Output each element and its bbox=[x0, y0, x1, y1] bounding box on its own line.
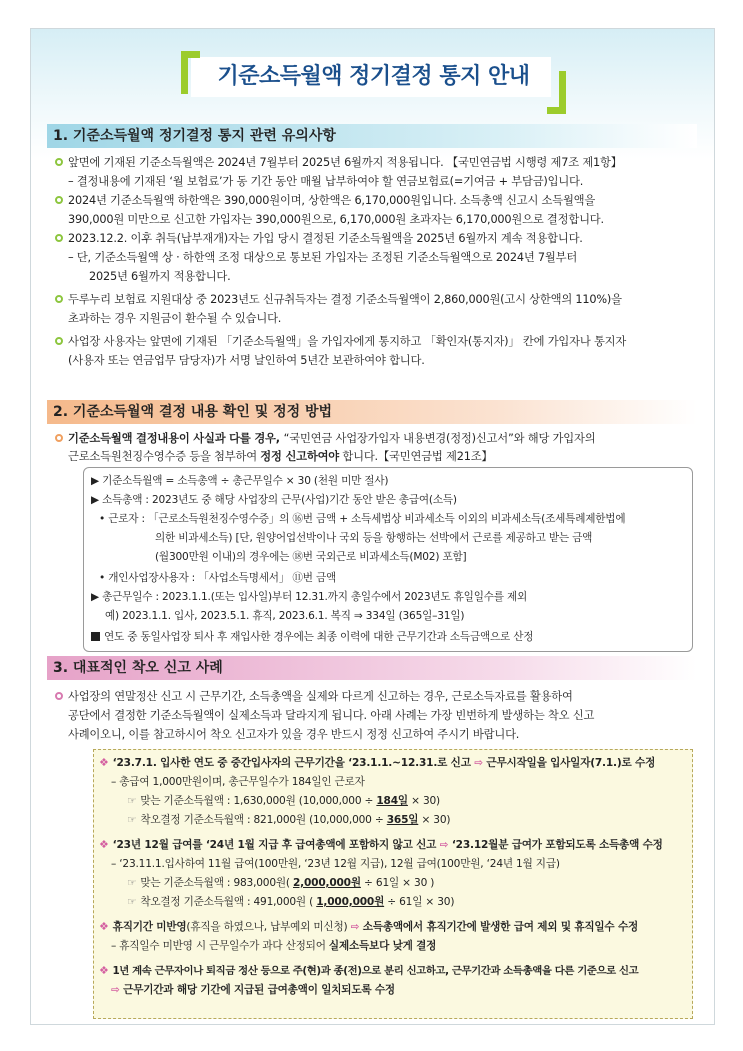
document-page bbox=[30, 28, 715, 1025]
box-line-2: ▶ 소득총액 : 2023년도 중 해당 사업장의 근무(사업)기간 동안 받은 총급여(소득) bbox=[91, 494, 457, 506]
diamond-icon: ❖ bbox=[99, 920, 109, 933]
s1-line-11: (사용자 또는 연금업무 담당자)가 서명 날인하여 5년간 보관하여야 합니다. bbox=[68, 354, 425, 367]
hand-pointer-icon: ☞ bbox=[127, 896, 137, 908]
s3-intro-2: 공단에서 결정한 기준소득월액이 실제소득과 달라지게 됩니다. 아래 사례는 가장 빈번하게 발생하는 착오 신고 bbox=[68, 709, 595, 722]
s1-line-5: 2023.12.2. 이후 취득(납부재개)자는 가입 당시 결정된 기준소득월액을 2025년 6월까지 계속 적용합니다. bbox=[55, 231, 583, 247]
box-line-8: 예) 2023.1.1. 입사, 2023.5.1. 휴직, 2023.6.1. 복직 ⇒ 334일 (365일–31일) bbox=[105, 610, 465, 622]
s1-line-7: 2025년 6월까지 적용합니다. bbox=[89, 270, 231, 283]
case-3-line-1: – 휴직일수 미반영 시 근무일수가 과다 산정되어 실제소득보다 낮게 결정 bbox=[111, 940, 437, 952]
case-4-line-1: ⇨ 근무기간과 해당 기간에 지급된 급여총액이 일치되도록 수정 bbox=[111, 984, 395, 996]
diamond-icon: ❖ bbox=[99, 756, 109, 769]
box-line-5: (월300만원 이내)의 경우에는 ⑱번 국외근로 비과세소득(M02) 포함] bbox=[155, 551, 467, 563]
diamond-icon: ❖ bbox=[99, 964, 109, 977]
box-line-4: 의한 비과세소득) [단, 원양어업선박이나 국외 등을 항행하는 선박에서 근로를 제공하고 받는 금액 bbox=[155, 532, 593, 544]
s3-intro-3: 사례이오니, 이를 참고하시어 착오 신고자가 있을 경우 반드시 정정 신고하여 주시기 바랍니다. bbox=[68, 728, 520, 741]
s3-intro-1: 사업장의 연말정산 신고 시 근무기간, 소득총액을 실제와 다르게 신고하는 경우, 근로소득자료를 활용하여 bbox=[55, 689, 573, 705]
s1-line-4: 390,000원 미만으로 신고한 가입자는 390,000원으로, 6,170,000원 초과자는 6,170,000원으로 결정합니다. bbox=[68, 213, 604, 226]
hand-pointer-icon: ☞ bbox=[127, 795, 137, 807]
s1-line-1: 앞면에 기재된 기준소득월액은 2024년 7월부터 2025년 6월까지 적용됩니다. 【국민연금법 시행령 제7조 제1항】 bbox=[55, 155, 622, 171]
s2-intro-2: 근로소득원천징수영수증 등을 첨부하여 정정 신고하여야 합니다.【국민연금법 제21조】 bbox=[68, 450, 493, 463]
case-1-heading: ❖ ‘23.7.1. 입사한 연도 중 중간입사자의 근무기간을 ‘23.1.1.~12.31.로 신고 ⇨ 근무시작일을 입사일자(7.1.)로 수정 bbox=[99, 756, 656, 769]
s1-line-10: 사업장 사용자는 앞면에 기재된 「기준소득월액」을 가입자에게 통지하고 「확인자(통지자)」 칸에 가입자나 통지자 bbox=[55, 334, 626, 350]
s1-line-6: – 단, 기준소득월액 상 · 하한액 조정 대상으로 통보된 가입자는 조정된 기준소득월액으로 2024년 7월부터 bbox=[68, 251, 578, 264]
section-3-heading: 3. 대표적인 착오 신고 사례 bbox=[47, 656, 697, 680]
case-3-heading: ❖ 휴직기간 미반영(휴직을 하였으나, 납부예외 미신청) ⇨ 소득총액에서 휴직기간에 발생한 급여 제외 및 휴직일수 수정 bbox=[99, 920, 639, 933]
hand-pointer-icon: ☞ bbox=[127, 814, 137, 826]
green-ring-icon bbox=[55, 337, 63, 345]
box-line-9: 연도 중 동일사업장 퇴사 후 재입사한 경우에는 최종 이력에 대한 근무기간과 소득금액으로 산정 bbox=[91, 629, 533, 645]
page-title: 기준소득월액 정기결정 통지 안내 bbox=[217, 64, 530, 89]
case-2-line-1: – ‘23.11.1.입사하여 11월 급여(100만원, ‘23년 12월 지급), 12월 급여(100만원, ‘24년 1월 지급) bbox=[111, 858, 560, 870]
pink-ring-icon bbox=[55, 692, 63, 700]
green-ring-icon bbox=[55, 295, 63, 303]
section-2-heading: 2. 기준소득월액 결정 내용 확인 및 정정 방법 bbox=[47, 400, 697, 424]
case-1-line-3: ☞ 착오결정 기준소득월액 : 821,000원 (10,000,000 ÷ 365일 × 30) bbox=[127, 814, 451, 826]
s1-line-9: 초과하는 경우 지원금이 환수될 수 있습니다. bbox=[68, 312, 282, 325]
case-2-line-3: ☞ 착오결정 기준소득월액 : 491,000원 ( 1,000,000원 ÷ 61일 × 30) bbox=[127, 896, 455, 908]
box-line-3: • 근로자 : 「근로소득원천징수영수증」의 ⑯번 금액 + 소득세법상 비과세소득 이외의 비과세소득(조세특례제한법에 bbox=[99, 513, 626, 525]
s2-intro-1: 기준소득월액 결정내용이 사실과 다를 경우, “국민연금 사업장가입자 내용변경(정정)신고서”와 해당 가입자의 bbox=[55, 431, 595, 447]
section-1-heading: 1. 기준소득월액 정기결정 통지 관련 유의사항 bbox=[47, 124, 697, 148]
green-ring-icon bbox=[55, 196, 63, 204]
green-ring-icon bbox=[55, 234, 63, 242]
case-2-heading: ❖ ‘23년 12월 급여를 ‘24년 1월 지급 후 급여총액에 포함하지 않고 신고 ⇨ ‘23.12월분 급여가 포함되도록 소득총액 수정 bbox=[99, 838, 663, 851]
s1-line-8: 두루누리 보험료 지원대상 중 2023년도 신규취득자는 결정 기준소득월액이 2,860,000원(고시 상한액의 110%)을 bbox=[55, 292, 622, 308]
case-2-line-2: ☞ 맞는 기준소득월액 : 983,000원( 2,000,000원 ÷ 61일 × 30 ) bbox=[127, 877, 435, 889]
diamond-icon: ❖ bbox=[99, 838, 109, 851]
box-line-6: • 개인사업장사용자 : 「사업소득명세서」 ⑪번 금액 bbox=[99, 572, 337, 584]
s1-line-2: – 결정내용에 기재된 ‘월 보험료’가 동 기간 동안 매월 납부하여야 할 연금보험료(=기여금 + 부담금)입니다. bbox=[68, 175, 584, 188]
box-line-7: ▶ 총근무일수 : 2023.1.1.(또는 입사일)부터 12.31.까지 총일수에서 2023년도 휴일일수를 제외 bbox=[91, 591, 528, 603]
orange-ring-icon bbox=[55, 434, 63, 442]
black-square-icon bbox=[91, 632, 100, 641]
case-1-line-2: ☞ 맞는 기준소득월액 : 1,630,000원 (10,000,000 ÷ 184일 × 30) bbox=[127, 795, 440, 807]
case-1-line-1: – 총급여 1,000만원이며, 총근무일수가 184일인 근로자 bbox=[111, 776, 365, 788]
s1-line-3: 2024년 기준소득월액 하한액은 390,000원이며, 상한액은 6,170,000원입니다. 소득총액 신고시 소득월액을 bbox=[55, 193, 595, 209]
title-frame bbox=[181, 47, 566, 117]
box-line-1: ▶ 기준소득월액 = 소득총액 ÷ 총근무일수 × 30 (천원 미만 절사) bbox=[91, 475, 389, 487]
hand-pointer-icon: ☞ bbox=[127, 877, 137, 889]
green-ring-icon bbox=[55, 158, 63, 166]
case-4-heading: ❖ 1년 계속 근무자이나 퇴직금 정산 등으로 주(현)과 종(전)으로 분리 신고하고, 근무기간과 소득총액을 다른 기준으로 신고 bbox=[99, 964, 639, 977]
